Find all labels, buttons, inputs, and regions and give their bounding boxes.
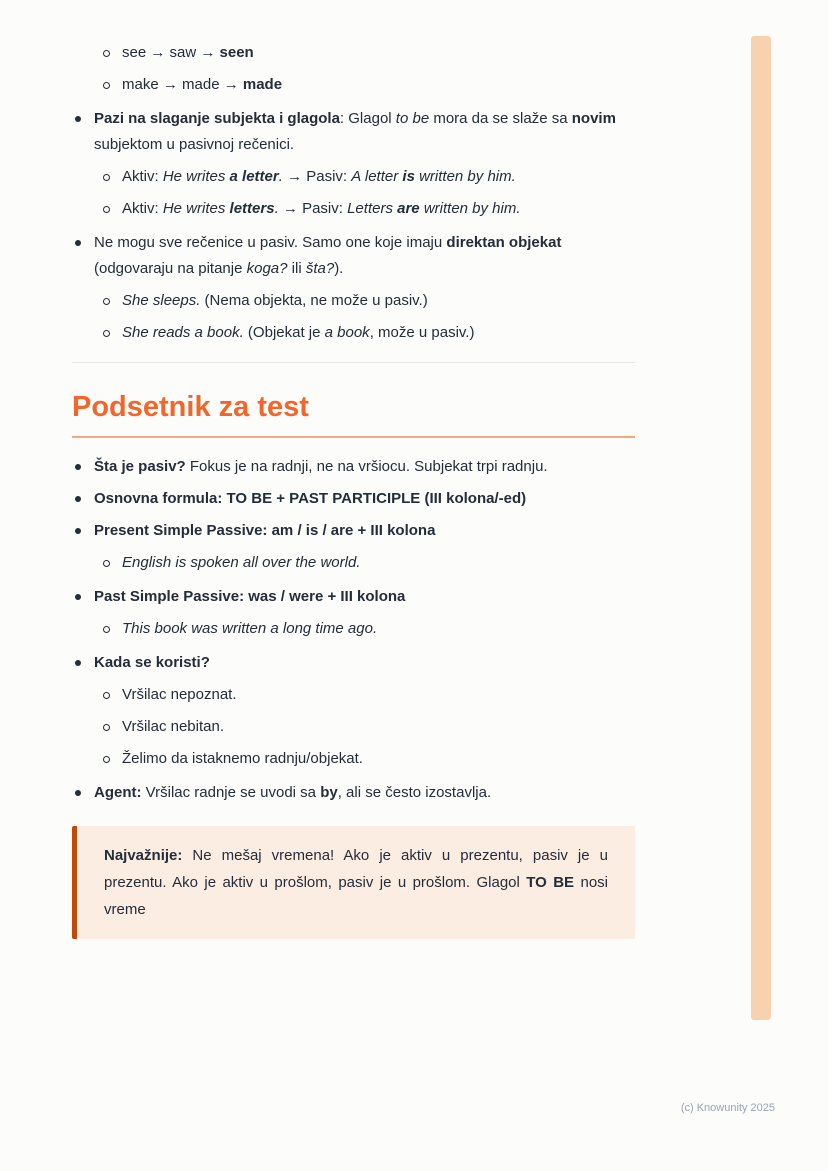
bullet-text: She reads a book. (Objekat je a book, može u pasiv.) [122,324,475,341]
sub-bullet-item [72,72,635,98]
bullet-circle-icon [100,40,122,66]
bullet-text: Vršilac nebitan. [122,718,224,735]
sub-bullet-item [72,320,635,346]
bullet-circle-icon [100,196,122,222]
reminder-list [72,454,635,806]
bullet-item [72,780,635,806]
sub-bullet-item [72,164,635,190]
bullet-text: Agent: Vršilac radnje se uvodi sa by, ali se često izostavlja. [94,784,492,801]
bullet-text: Past Simple Passive: was / were + III kolona [94,588,406,605]
bullet-dot-icon [72,650,94,676]
sub-bullet-item [72,40,635,66]
callout-box [72,826,635,939]
bullet-text: Pazi na slaganje subjekta i glagola: Glagol to be mora da se slaže sa novim subjektom u pasivnoj rečenici. [94,110,616,153]
bullet-item [72,454,635,480]
bullet-dot-icon [72,486,94,512]
sub-bullet-item [72,616,635,642]
section-heading: Podsetnik za test [72,391,635,438]
bullet-item [72,650,635,676]
bullet-text: Želimo da istaknemo radnju/objekat. [122,750,363,767]
bullet-item [72,518,635,544]
bullet-dot-icon [72,518,94,544]
bullet-circle-icon [100,746,122,772]
sub-bullet-item [72,682,635,708]
callout-text: Najvažnije: Ne mešaj vremena! Ako je aktiv u prezentu, pasiv je u prezentu. Ako je aktiv u prošlom, pasiv je u prošlom. Glagol TO BE nosi vreme [104,847,608,918]
past-passive-examples [72,616,635,642]
bullet-text: see → saw → seen [122,44,254,61]
bullet-text: She sleeps. (Nema objekta, ne može u pasiv.) [122,292,428,309]
bullet-item [72,486,635,512]
bullet-dot-icon [72,230,94,282]
bullet-circle-icon [100,682,122,708]
bullet-text: Present Simple Passive: am / is / are + III kolona [94,522,436,539]
bullet-text: Kada se koristi? [94,654,210,671]
bullet-text: This book was written a long time ago. [122,620,378,637]
bullet-circle-icon [100,550,122,576]
bullet-item [72,106,635,158]
bullet-dot-icon [72,584,94,610]
right-accent-bar [751,36,771,1020]
bullet-circle-icon [100,288,122,314]
bullet-dot-icon [72,106,94,158]
bullet-text: Vršilac nepoznat. [122,686,237,703]
direct-object-examples [72,288,635,346]
bullet-text: Aktiv: He writes letters. → Pasiv: Letters are written by him. [122,200,521,217]
sub-bullet-item [72,196,635,222]
present-passive-examples [72,550,635,576]
agreement-examples [72,164,635,222]
bullet-text: Šta je pasiv? Fokus je na radnji, ne na vršiocu. Subjekat trpi radnju. [94,458,548,475]
bullet-circle-icon [100,164,122,190]
bullet-text: Ne mogu sve rečenice u pasiv. Samo one koje imaju direktan objekat (odgovaraju na pitanje koga? ili šta?). [94,234,562,277]
sub-bullet-item [72,550,635,576]
bullet-item [72,230,635,282]
sub-bullet-item [72,288,635,314]
bullet-dot-icon [72,454,94,480]
bullet-item [72,584,635,610]
bullet-text: Aktiv: He writes a letter. → Pasiv: A letter is written by him. [122,168,516,185]
copyright-footer: (c) Knowunity 2025 [680,1102,775,1114]
bullet-text: make → made → made [122,76,283,93]
usage-examples [72,682,635,772]
bullet-dot-icon [72,780,94,806]
page-content [72,40,635,939]
section-divider [72,362,635,363]
sub-bullet-item [72,746,635,772]
bullet-circle-icon [100,72,122,98]
bullet-circle-icon [100,616,122,642]
bullet-circle-icon [100,714,122,740]
sub-bullet-item [72,714,635,740]
bullet-text: Osnovna formula: TO BE + PAST PARTICIPLE (III kolona/-ed) [94,490,527,507]
bullet-circle-icon [100,320,122,346]
verb-forms-list [72,40,635,98]
bullet-text: English is spoken all over the world. [122,554,361,571]
